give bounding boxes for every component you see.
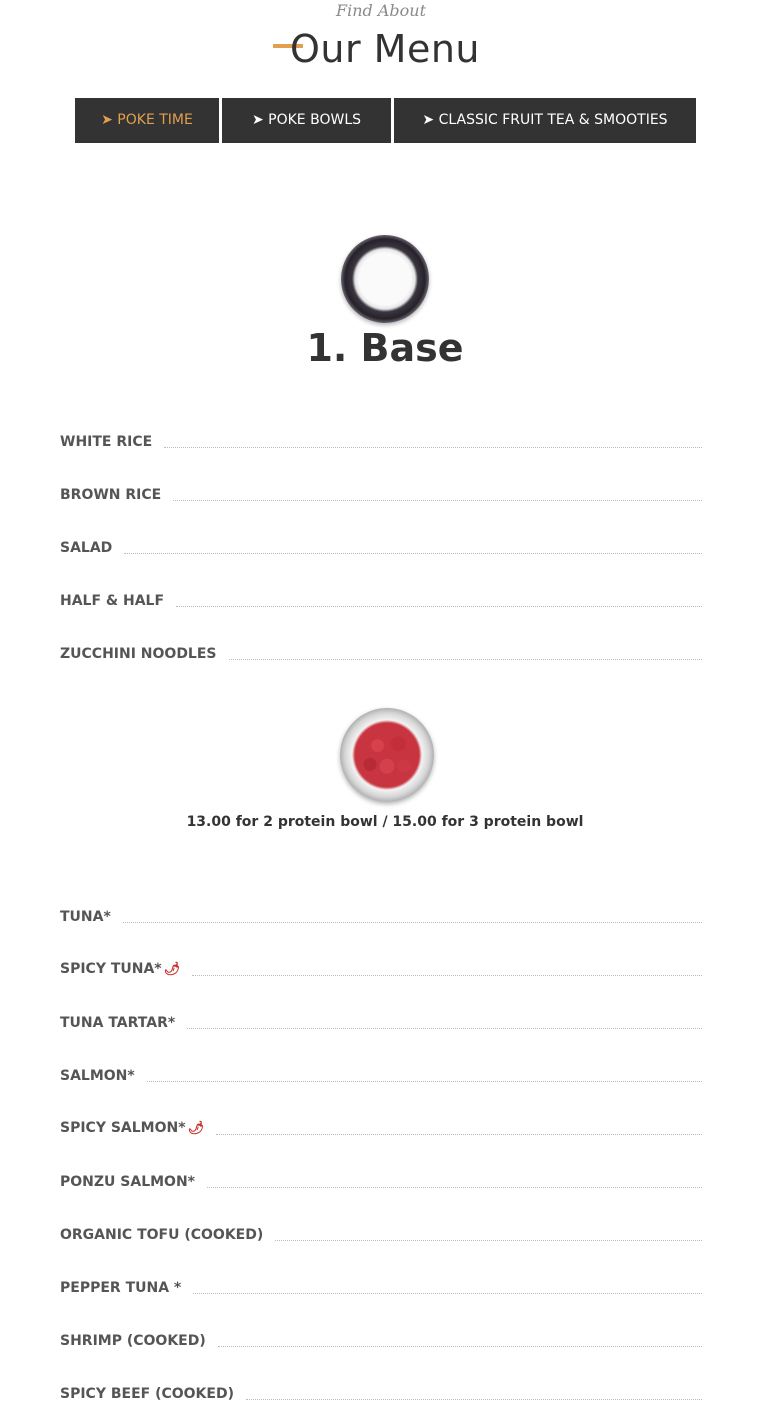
- menu-item-name: BROWN RICE: [60, 487, 162, 503]
- dotted-leader: [123, 922, 702, 923]
- rice-bowl-image: [341, 235, 429, 323]
- dotted-leader: [275, 1240, 702, 1241]
- menu-item-name: TUNA*: [60, 909, 111, 925]
- tuna-bowl-image: [340, 708, 434, 802]
- menu-item-name: TUNA TARTAR*: [60, 1015, 176, 1031]
- menu-item: [60, 1327, 702, 1349]
- dotted-leader: [176, 606, 702, 607]
- menu-item-name: SPICY BEEF (COOKED): [60, 1386, 234, 1402]
- protein-price-note: 13.00 for 2 protein bowl / 15.00 for 3 protein bowl: [186, 814, 584, 830]
- menu-item: [60, 1009, 702, 1031]
- tab-fruit-tea-smoothies[interactable]: ➤ CLASSIC FRUIT TEA & SMOOTIES: [394, 98, 696, 143]
- menu-item: [60, 956, 702, 978]
- menu-item-name: SPICY SALMON* 🌶: [60, 1120, 205, 1136]
- menu-item-name: SPICY TUNA* 🌶: [60, 961, 181, 977]
- menu-item-name: SHRIMP (COOKED): [60, 1333, 206, 1349]
- menu-item-name: SALAD: [60, 540, 113, 556]
- dotted-leader: [207, 1187, 702, 1188]
- chili-pepper-icon: 🌶: [187, 1121, 205, 1136]
- title-wrap: [0, 27, 770, 73]
- menu-item: [60, 481, 702, 503]
- menu-item-name: SALMON*: [60, 1068, 135, 1084]
- menu-tabs: [75, 98, 696, 143]
- menu-item: [60, 1115, 702, 1137]
- dotted-leader: [246, 1399, 702, 1400]
- menu-item-name: ZUCCHINI NOODLES: [60, 646, 217, 662]
- tab-poke-time[interactable]: ➤ POKE TIME: [75, 98, 219, 143]
- menu-item-name: HALF & HALF: [60, 593, 165, 609]
- dotted-leader: [229, 659, 702, 660]
- menu-item-name: WHITE RICE: [60, 434, 153, 450]
- dotted-leader: [187, 1028, 702, 1029]
- menu-item: [60, 1274, 702, 1296]
- dotted-leader: [124, 553, 702, 554]
- menu-item: [60, 587, 702, 609]
- dotted-leader: [216, 1134, 702, 1135]
- menu-item-name: PONZU SALMON*: [60, 1174, 195, 1190]
- menu-item: [60, 534, 702, 556]
- dotted-leader: [193, 1293, 702, 1294]
- page-title: Our Menu: [289, 27, 481, 71]
- menu-item: [60, 1062, 702, 1084]
- menu-item: [60, 1380, 702, 1402]
- menu-item: [60, 428, 702, 450]
- dotted-leader: [218, 1346, 702, 1347]
- tab-poke-bowls[interactable]: ➤ POKE BOWLS: [222, 98, 391, 143]
- chili-pepper-icon: 🌶: [163, 962, 181, 977]
- section-subtitle: Find About: [335, 1, 426, 20]
- dotted-leader: [173, 500, 702, 501]
- menu-item: [60, 1221, 702, 1243]
- menu-item: [60, 640, 702, 662]
- dotted-leader: [147, 1081, 702, 1082]
- base-section-title: 1. Base: [306, 326, 464, 370]
- menu-item: [60, 1168, 702, 1190]
- dotted-leader: [164, 447, 702, 448]
- menu-item-name: ORGANIC TOFU (COOKED): [60, 1227, 264, 1243]
- menu-item-name: PEPPER TUNA *: [60, 1280, 182, 1296]
- dotted-leader: [192, 975, 702, 976]
- menu-item: [60, 903, 702, 925]
